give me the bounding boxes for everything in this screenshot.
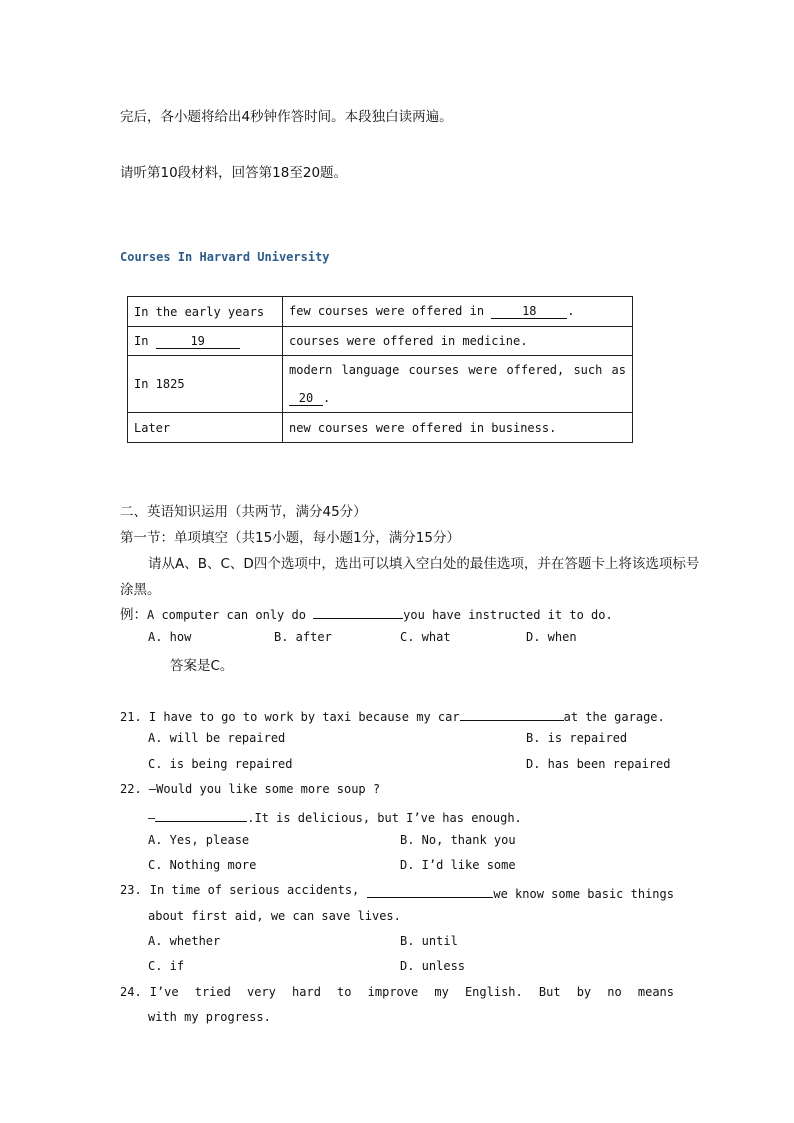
- section-sub-heading: 第一节：单项填空（共15小题，每小题1分，满分15分）: [120, 530, 460, 546]
- question-text: at the garage.: [563, 710, 665, 724]
- table-cell: In 1825: [128, 356, 283, 413]
- instruction-line-1: 请从A、B、C、D四个选项中，选出可以填入空白处的最佳选项，并在答题卡上将该选项标号: [148, 556, 700, 572]
- answer-blank: [313, 604, 403, 619]
- table-cell: new courses were offered in business.: [283, 413, 633, 443]
- question-23-line-2: about first aid, we can save lives.: [148, 909, 401, 923]
- option-b: B. until: [400, 934, 458, 948]
- table-row: [128, 356, 633, 413]
- question-text: I have to go to work by taxi because my car: [148, 710, 460, 724]
- cell-text: modern language courses were offered, such as: [289, 363, 626, 377]
- question-text: .It is delicious, but I’ve has enough.: [247, 811, 522, 825]
- instruction-line-2: 涂黑。: [120, 582, 161, 598]
- courses-table: [127, 296, 633, 443]
- table-cell: In the early years: [128, 297, 283, 327]
- answer-blank: 20: [289, 391, 323, 406]
- section-heading: 二、英语知识运用（共两节，满分45分）: [120, 504, 367, 520]
- option-c: C. Nothing more: [148, 858, 257, 872]
- example-option: A. how: [148, 630, 192, 644]
- question-text: I’ve tried very hard to improve my English. But by no means: [149, 985, 674, 999]
- cell-text: In: [134, 333, 156, 348]
- question-22: [120, 782, 380, 796]
- dash: —: [148, 811, 156, 825]
- question-number: 22.: [120, 782, 142, 796]
- question-text: In time of serious accidents,: [149, 883, 360, 897]
- option-d: D. unless: [400, 959, 466, 973]
- option-a: A. will be repaired: [148, 731, 286, 745]
- question-text: we know some basic things: [493, 887, 674, 901]
- answer-blank: 18: [491, 304, 567, 319]
- example-text: A computer can only do: [147, 608, 314, 622]
- question-22-line-2: [148, 807, 522, 825]
- table-row: [128, 413, 633, 443]
- answer-blank: 19: [156, 334, 240, 349]
- question-number: 23.: [120, 883, 142, 897]
- intro-line-2: 请听第10段材料，回答第18至20题。: [120, 165, 348, 181]
- option-a: A. Yes, please: [148, 833, 250, 847]
- option-c: C. if: [148, 959, 185, 973]
- table-row: [128, 297, 633, 327]
- question-number: 21.: [120, 710, 142, 724]
- option-d: D. has been repaired: [526, 757, 671, 771]
- intro-line-1: 完后，各小题将给出4秒钟作答时间。本段独白读两遍。: [120, 109, 453, 125]
- question-23: [120, 883, 674, 901]
- answer-blank: [155, 807, 247, 822]
- question-number: 24.: [120, 985, 142, 999]
- cell-text: .: [567, 304, 575, 318]
- table-cell: [283, 297, 633, 327]
- table-title: Courses In Harvard University: [120, 250, 330, 264]
- answer-blank: [367, 883, 493, 898]
- option-b: B. is repaired: [526, 731, 628, 745]
- example-option: D. when: [526, 630, 577, 644]
- option-a: A. whether: [148, 934, 221, 948]
- example-option: C. what: [400, 630, 451, 644]
- question-21: [120, 706, 665, 724]
- option-c: C. is being repaired: [148, 757, 293, 771]
- table-cell: Later: [128, 413, 283, 443]
- question-text: —Would you like some more soup ?: [148, 782, 381, 796]
- option-d: D. I’d like some: [400, 858, 516, 872]
- cell-text: .: [323, 391, 331, 405]
- table-cell: [283, 356, 633, 413]
- table-cell: [128, 327, 283, 356]
- example-option: B. after: [274, 630, 332, 644]
- example-stem: [120, 603, 613, 623]
- example-answer: 答案是C。: [170, 658, 234, 674]
- table-row: [128, 327, 633, 356]
- answer-blank: [460, 706, 564, 721]
- table-cell: courses were offered in medicine.: [283, 327, 633, 356]
- example-text: you have instructed it to do.: [403, 608, 613, 622]
- question-24-line-2: with my progress.: [148, 1010, 271, 1024]
- question-24: [120, 985, 674, 999]
- option-b: B. No, thank you: [400, 833, 516, 847]
- cell-text: few courses were offered in: [289, 304, 492, 318]
- example-label: 例：: [120, 607, 147, 623]
